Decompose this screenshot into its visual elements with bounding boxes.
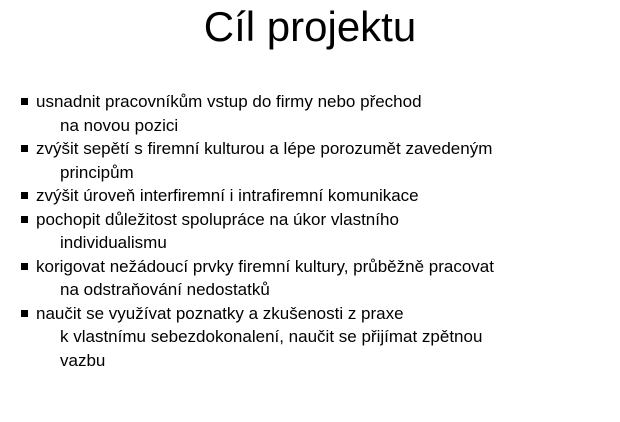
bullet-item	[20, 302, 610, 373]
square-bullet-icon	[21, 310, 28, 317]
bullet-text-line: zvýšit sepětí s firemní kulturou a lépe porozumět zavedeným	[36, 139, 493, 158]
square-bullet-icon	[21, 98, 28, 105]
square-bullet-icon	[21, 263, 28, 270]
slide-title: Cíl projektu	[203, 3, 417, 50]
bullet-text-line: zvýšit úroveň interfiremní i intrafiremní komunikace	[36, 186, 419, 205]
bullet-text-line: na novou pozici	[60, 115, 179, 135]
bullet-item	[20, 208, 610, 255]
bullet-text-line: korigovat nežádoucí prvky firemní kultury, průběžně pracovat	[36, 256, 494, 276]
square-bullet-icon	[21, 192, 28, 199]
bullet-list	[20, 90, 610, 372]
square-bullet-icon	[21, 145, 28, 152]
bullet-text-line: vazbu	[60, 350, 106, 370]
bullet-text-line: principům	[60, 162, 134, 182]
bullet-item	[20, 255, 610, 302]
square-bullet-icon	[21, 216, 28, 223]
bullet-text-line: individualismu	[60, 233, 167, 252]
bullet-text-line: na odstraňování nedostatků	[60, 280, 270, 299]
bullet-item	[20, 90, 610, 137]
bullet-item	[20, 137, 610, 184]
bullet-text-line: usnadnit pracovníkům vstup do firmy nebo přechod	[36, 92, 422, 111]
bullet-text-line: pochopit důležitost spolupráce na úkor vlastního	[36, 209, 399, 229]
bullet-item	[20, 184, 610, 208]
bullet-text-line: naučit se využívat poznatky a zkušenosti z praxe	[36, 303, 404, 323]
bullet-text-line: k vlastnímu sebezdokonalení, naučit se přijímat zpětnou	[60, 327, 483, 346]
